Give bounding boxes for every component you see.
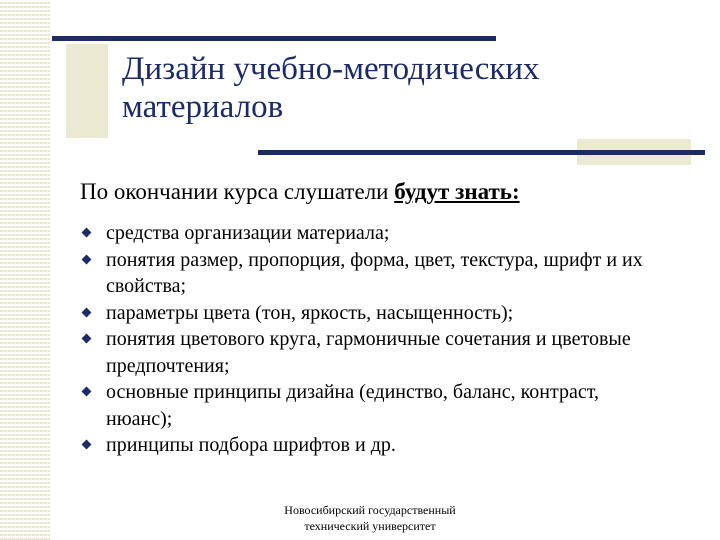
diamond-bullet-icon — [82, 307, 92, 317]
intro-text — [80, 178, 680, 206]
title-rule-bottom — [258, 150, 705, 155]
list-item — [80, 379, 660, 432]
list-item-text: понятия размер, пропорция, форма, цвет, текстура, шрифт и их свойства; — [106, 248, 643, 297]
intro-prefix: По окончании курса слушатели — [80, 179, 395, 204]
slide-title: Дизайн учебно-методических материалов — [122, 51, 540, 125]
footer-institution — [220, 502, 520, 534]
list-item — [80, 326, 660, 379]
diamond-bullet-icon — [82, 440, 92, 450]
footer-line-1: Новосибирский государственный — [284, 503, 456, 517]
list-item-text: принципы подбора шрифтов и др. — [106, 434, 396, 456]
list-item-text: понятия цветового круга, гармоничные сочетания и цветовые предпочтения; — [106, 328, 631, 377]
intro-emphasis: будут знать: — [394, 179, 520, 204]
list-item-text: параметры цвета (тон, яркость, насыщенность); — [106, 301, 514, 324]
diamond-bullet-icon — [82, 228, 92, 238]
diamond-bullet-icon — [82, 387, 92, 397]
bullet-list — [80, 220, 660, 459]
diamond-bullet-icon — [82, 254, 92, 264]
title-rule-top — [52, 36, 496, 41]
list-item — [80, 300, 660, 327]
footer-line-2: технический университет — [304, 519, 436, 533]
list-item-text: основные принципы дизайна (единство, баланс, контраст, нюанс); — [106, 381, 599, 430]
list-item — [80, 247, 660, 300]
list-item — [80, 220, 660, 247]
list-item-text: средства организации материала; — [106, 222, 390, 244]
decorative-stripe-band — [0, 0, 50, 540]
list-item — [80, 432, 660, 459]
decorative-block-left — [66, 44, 108, 138]
diamond-bullet-icon — [82, 334, 92, 344]
